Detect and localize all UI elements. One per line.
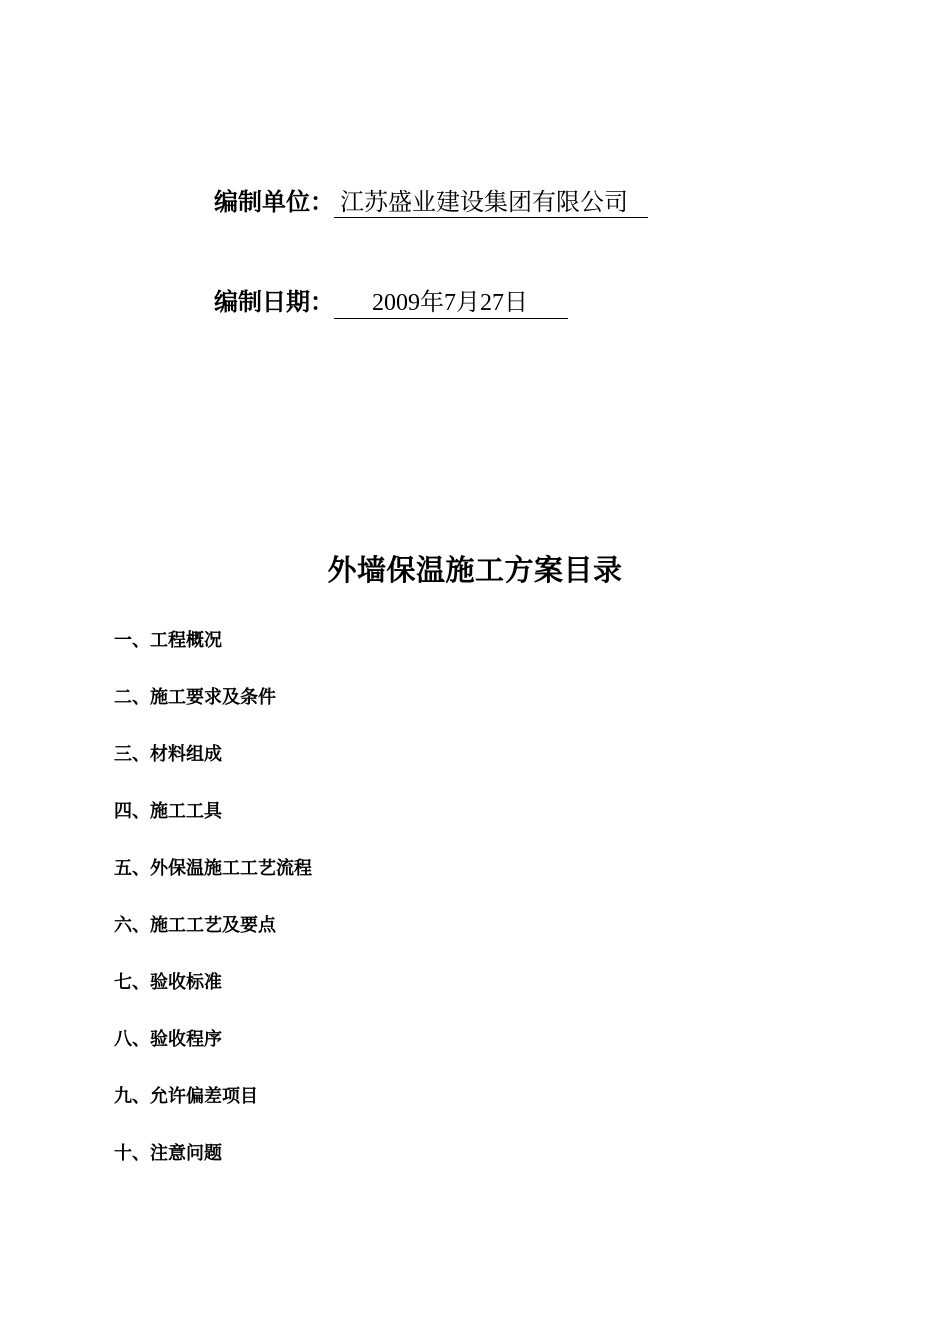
toc-item: 六、施工工艺及要点 — [114, 915, 276, 936]
compile-unit-value: 江苏盛业建设集团有限公司 — [334, 188, 648, 218]
document-title: 外墙保温施工方案目录 — [327, 553, 623, 587]
compile-unit-row — [214, 182, 648, 222]
compile-unit-label: 编制单位： — [214, 188, 334, 216]
toc-item: 二、施工要求及条件 — [114, 687, 276, 708]
table-of-contents — [114, 628, 312, 1198]
compile-date-value: 2009年7月27日 — [334, 289, 568, 319]
compile-date-row — [214, 282, 568, 322]
toc-item: 一、工程概况 — [114, 630, 222, 651]
toc-item: 七、验收标准 — [114, 972, 222, 993]
toc-item: 九、允许偏差项目 — [114, 1086, 258, 1107]
toc-item: 三、材料组成 — [114, 744, 222, 765]
toc-item: 十、注意问题 — [114, 1143, 222, 1164]
compile-date-label: 编制日期： — [214, 288, 334, 316]
toc-item: 四、施工工具 — [114, 801, 222, 822]
toc-item: 八、验收程序 — [114, 1029, 222, 1050]
toc-item: 五、外保温施工工艺流程 — [114, 858, 312, 879]
